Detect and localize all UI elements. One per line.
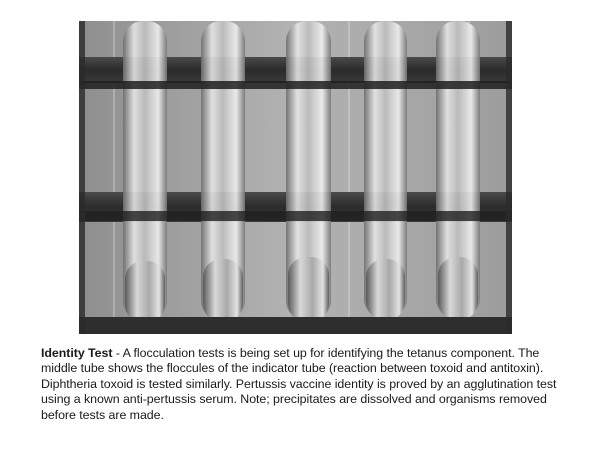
test-tubes-photo [79, 21, 512, 334]
caption [41, 346, 577, 423]
caption-body: - A flocculation tests is being set up for identifying the tetanus component. The middle tube shows the floccules of the indicator tube (reaction between toxoid and antitoxin). Diphtheria toxoid is tested similarly. Pertussis vaccine identity is proved by an agglutination test using a known anti-pertussis serum. Note; precipitates are dissolved and organisms removed before tests are made. [41, 346, 557, 422]
caption-lead: Identity Test [41, 346, 113, 360]
test-tubes-illustration [79, 21, 512, 334]
